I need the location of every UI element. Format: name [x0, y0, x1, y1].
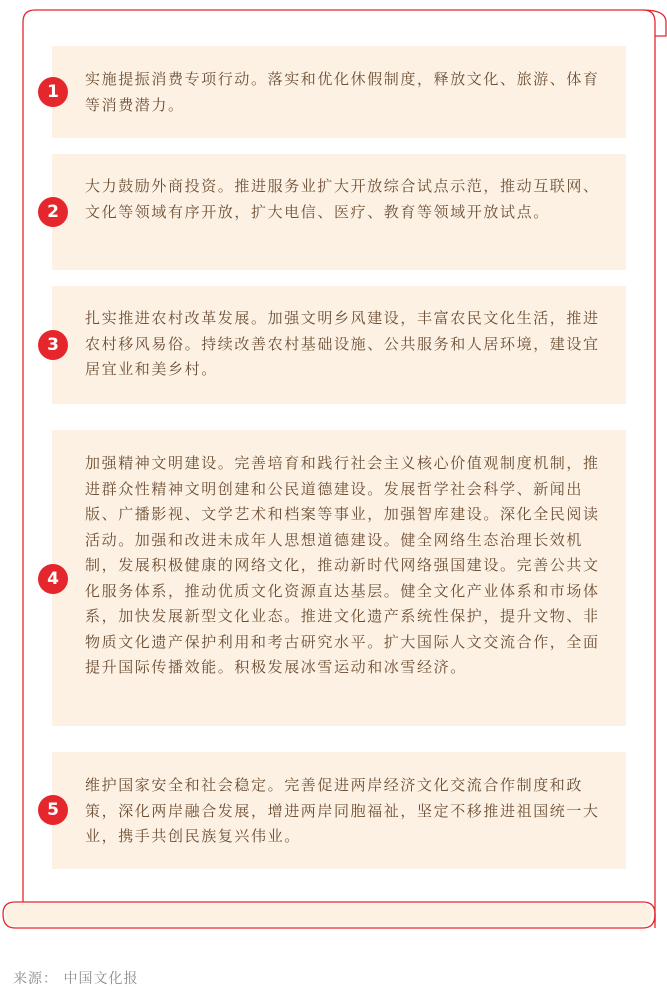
list-item-1: [52, 46, 626, 138]
number-badge-2: 2: [38, 197, 68, 227]
source-caption: 来源： 中国文化报: [13, 971, 139, 987]
item-1-text: 实施提振消费专项行动。落实和优化休假制度，释放文化、旅游、体育等消费潜力。: [85, 70, 600, 114]
list-item-3: [52, 286, 626, 404]
number-badge-3: 3: [38, 330, 68, 360]
item-2-text: 大力鼓励外商投资。推进服务业扩大开放综合试点示范，推动互联网、文化等领域有序开放，扩大电信、医疗、教育等领域开放试点。: [85, 177, 600, 221]
number-badge-1: 1: [38, 77, 68, 107]
list-item-4: [52, 430, 626, 726]
list-item-5: [52, 752, 626, 869]
number-badge-5: 5: [38, 795, 68, 825]
number-badge-4: 4: [38, 564, 68, 594]
item-4-text: 加强精神文明建设。完善培育和践行社会主义核心价值观制度机制，推进群众性精神文明创建和公民道德建设。发展哲学社会科学、新闻出版、广播影视、文学艺术和档案等事业，加强智库建设。深化全民阅读活动。加强和改进未成年人思想道德建设。健全网络生态治理长效机制，发展积极健康的网络文化，推动新时代网络强国建设。完善公共文化服务体系，推动优质文化资源直达基层。健全文化产业体系和市场体系，加快发展新型文化业态。推进文化遗产系统性保护，提升文物、非物质文化遗产保护利用和考古研究水平。扩大国际人文交流合作，全面提升国际传播效能。积极发展冰雪运动和冰雪经济。: [85, 454, 600, 676]
item-5-text: 维护国家安全和社会稳定。完善促进两岸经济文化交流合作制度和政策，深化两岸融合发展，增进两岸同胞福祉，坚定不移推进祖国统一大业，携手共创民族复兴伟业。: [85, 776, 600, 845]
list-item-2: [52, 154, 626, 270]
item-3-text: 扎实推进农村改革发展。加强文明乡风建设，丰富农民文化生活，推进农村移风易俗。持续改善农村基础设施、公共服务和人居环境，建设宜居宜业和美乡村。: [85, 309, 600, 378]
